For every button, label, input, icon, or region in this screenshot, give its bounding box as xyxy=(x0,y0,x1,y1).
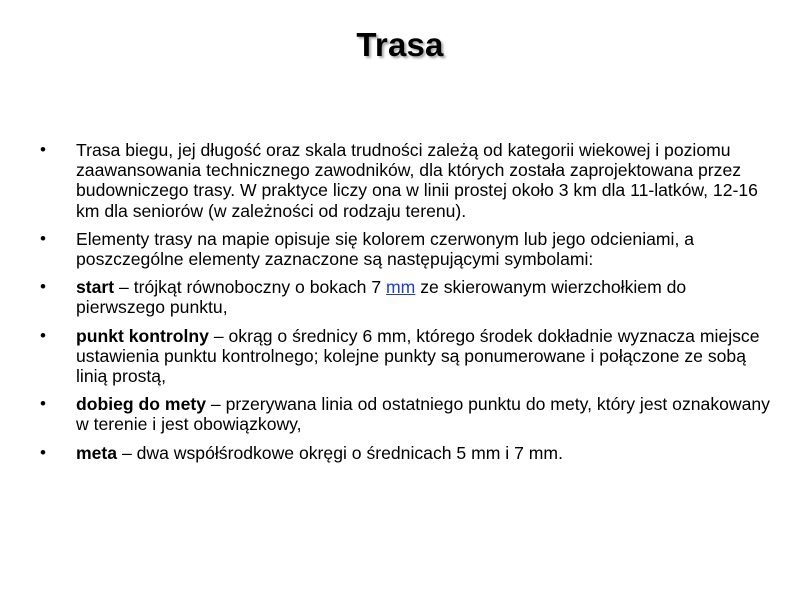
term-label: meta xyxy=(76,442,118,463)
bullet-item-start xyxy=(40,277,770,317)
bullet-text: Trasa biegu, jej długość oraz skala trudności zależą od kategorii wiekowej i poziomu zaawansowania technicznego zawodników, dla których została zaprojektowana przez budowniczego trasy. W praktyce liczy ona w linii prostej około 3 km dla 11-latków, 12-16 km dla seniorów (w zależności od rodzaju terenu). xyxy=(76,140,758,221)
bullet-text: Elementy trasy na mapie opisuje się kolorem czerwonym lub jego odcieniami, a poszczególne elementy zaznaczone są następującymi symbolami: xyxy=(76,228,695,270)
bullet-text: – okrąg o średnicy 6 mm, którego środek dokładnie wyznacza miejsce ustawienia punktu kontrolnego; kolejne punkty są ponumerowane i połączone ze sobą linią prostą, xyxy=(76,325,760,387)
term-label: punkt kontrolny xyxy=(76,325,209,346)
bullet-item-route-description xyxy=(40,140,770,221)
bullet-item-finish xyxy=(40,443,770,463)
term-label: dobieg do mety xyxy=(76,394,207,415)
bullet-icon: • xyxy=(40,277,46,297)
bullet-text: – przerywana linia od ostatniego punktu do mety, który jest oznakowany w terenie i jest obowiązkowy, xyxy=(76,394,770,435)
mm-link[interactable]: mm xyxy=(386,277,416,298)
bullet-item-route-elements xyxy=(40,229,770,269)
bullet-icon: • xyxy=(40,228,46,248)
slide-title: Trasa xyxy=(356,26,444,63)
term-label: start xyxy=(76,277,115,298)
bullet-icon: • xyxy=(40,394,46,414)
bullet-item-finish-run xyxy=(40,394,770,434)
bullet-list xyxy=(40,140,770,471)
bullet-text: – dwa współśrodkowe okręgi o średnicach 5 mm i 7 mm. xyxy=(117,442,563,463)
bullet-icon: • xyxy=(40,325,46,345)
bullet-item-control-point xyxy=(40,326,770,387)
bullet-icon: • xyxy=(40,140,46,159)
bullet-text: – trójkąt równoboczny o bokach 7 xyxy=(114,277,387,298)
bullet-text: ze skierowanym wierzchołkiem do pierwszego punktu, xyxy=(76,277,687,318)
bullet-icon: • xyxy=(40,442,46,462)
